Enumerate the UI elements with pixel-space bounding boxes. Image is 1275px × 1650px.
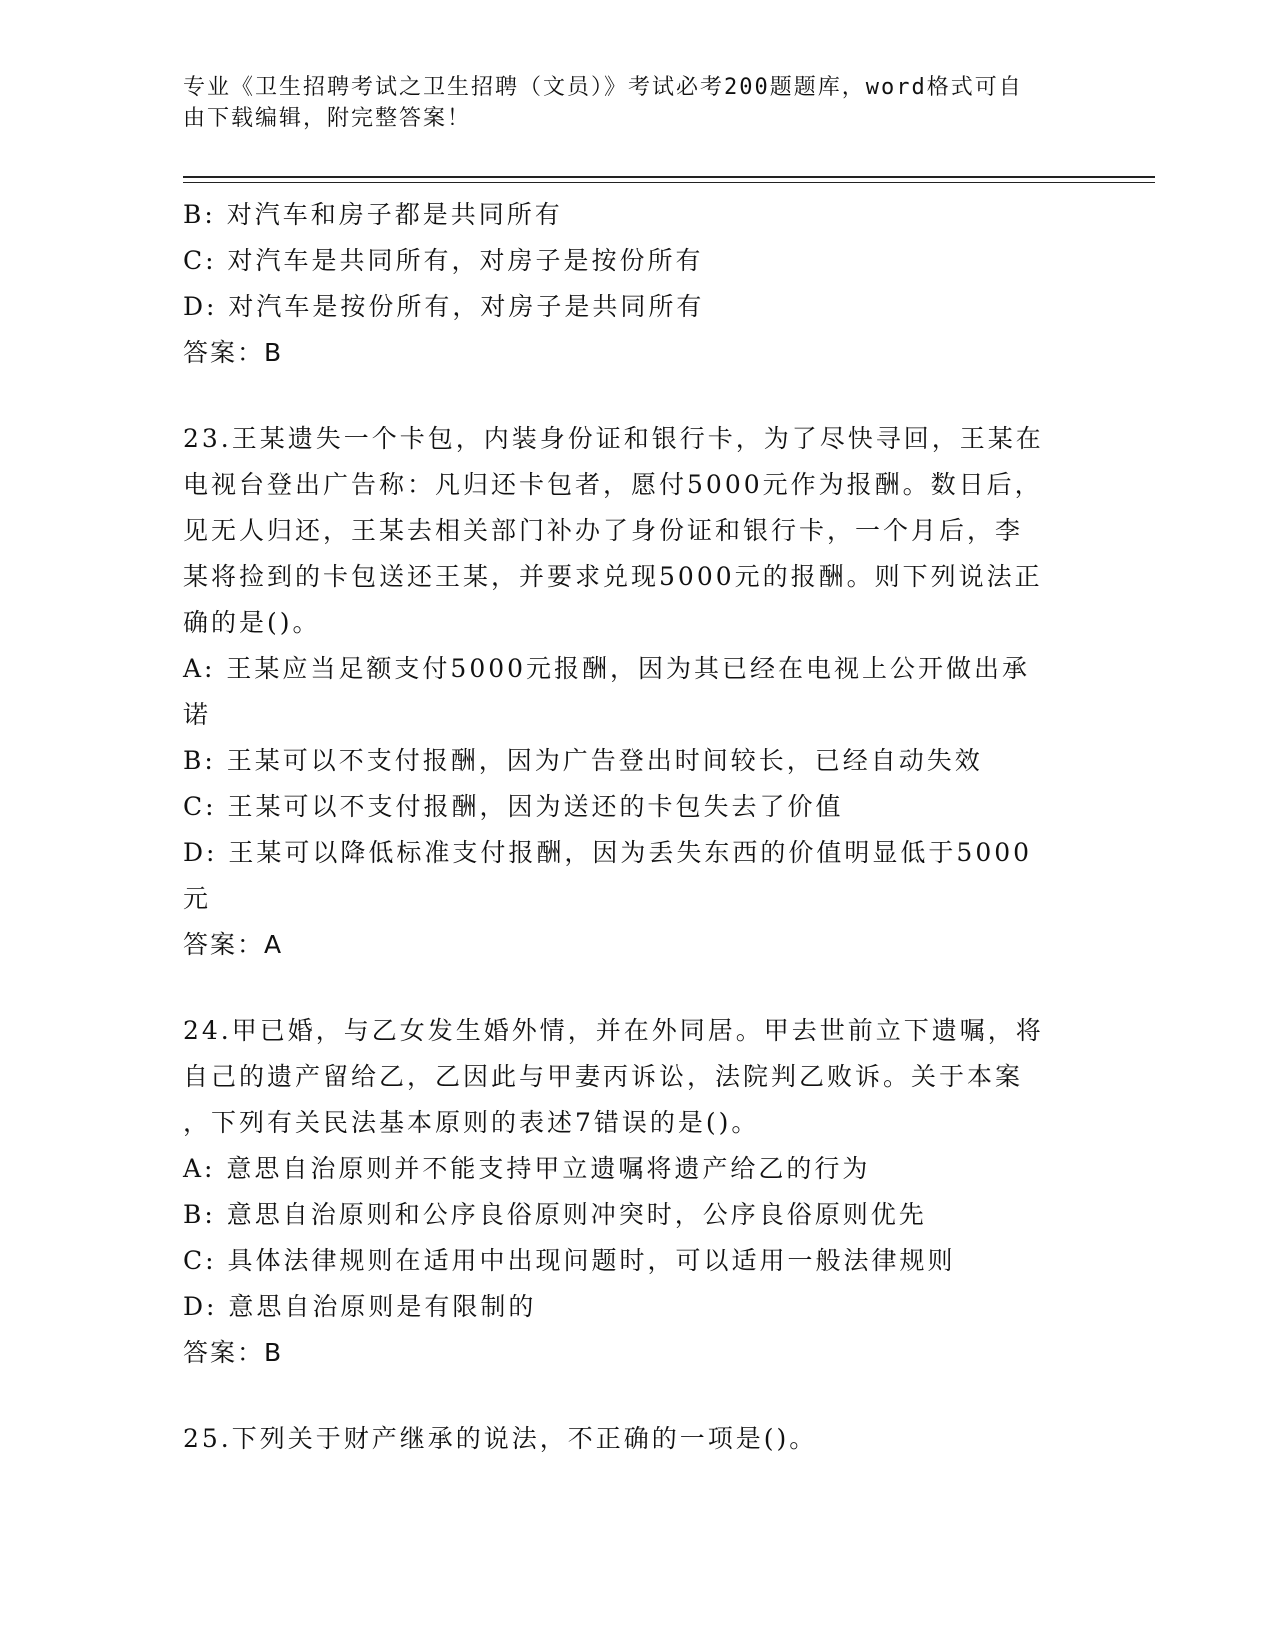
question-24-stem-line: 自己的遗产留给乙，乙因此与甲妻丙诉讼，法院判乙败诉。关于本案 <box>183 1062 1024 1091</box>
spacer <box>183 376 1083 416</box>
question-23-stem-line: 23.王某遗失一个卡包，内装身份证和银行卡，为了尽快寻回，王某在 <box>183 424 1044 453</box>
answer-22: 答案：B <box>183 338 284 367</box>
question-23-stem-line: 电视台登出广告称：凡归还卡包者，愿付5000元作为报酬。数日后， <box>183 470 1043 499</box>
question-23-options <box>183 646 1083 922</box>
option-d: D: 对汽车是按份所有，对房子是共同所有 <box>183 292 705 321</box>
spacer <box>183 1376 1083 1416</box>
question-24-options <box>183 1146 1083 1330</box>
option-c: C: 王某可以不支付报酬，因为送还的卡包失去了价值 <box>183 792 844 821</box>
question-24-stem-line: 24.甲已婚，与乙女发生婚外情，并在外同居。甲去世前立下遗嘱，将 <box>183 1016 1044 1045</box>
option-a: A: 王某应当足额支付5000元报酬，因为其已经在电视上公开做出承 <box>183 654 1031 683</box>
header-line-1: 专业《卫生招聘考试之卫生招聘（文员）》考试必考200题题库，word格式可自 <box>183 75 1023 100</box>
document-body <box>183 192 1083 1462</box>
question-23-stem-line: 确的是()。 <box>183 608 321 637</box>
option-a-continuation: 诺 <box>183 700 212 729</box>
question-22-options <box>183 192 1083 330</box>
header-line-2: 由下载编辑，附完整答案！ <box>183 106 472 131</box>
option-b: B: 对汽车和房子都是共同所有 <box>183 200 563 229</box>
option-a: A: 意思自治原则并不能支持甲立遗嘱将遗产给乙的行为 <box>183 1154 871 1183</box>
question-23 <box>183 416 1083 646</box>
question-25-stem-line: 25.下列关于财产继承的说法，不正确的一项是()。 <box>183 1424 818 1453</box>
question-24-stem-line: ，下列有关民法基本原则的表述7错误的是()。 <box>183 1108 760 1137</box>
option-b: B: 意思自治原则和公序良俗原则冲突时，公序良俗原则优先 <box>183 1200 927 1229</box>
document-header <box>183 72 1063 134</box>
option-c: C: 具体法律规则在适用中出现问题时，可以适用一般法律规则 <box>183 1246 956 1275</box>
question-24 <box>183 1008 1083 1146</box>
answer-23: 答案：A <box>183 930 284 959</box>
option-b: B: 王某可以不支付报酬，因为广告登出时间较长，已经自动失效 <box>183 746 983 775</box>
question-25 <box>183 1416 1083 1462</box>
spacer <box>183 968 1083 1008</box>
option-d-continuation: 元 <box>183 884 212 913</box>
header-divider <box>183 176 1155 183</box>
question-23-stem-line: 某将捡到的卡包送还王某，并要求兑现5000元的报酬。则下列说法正 <box>183 562 1043 591</box>
question-23-stem-line: 见无人归还，王某去相关部门补办了身份证和银行卡，一个月后，李 <box>183 516 1024 545</box>
option-c: C: 对汽车是共同所有，对房子是按份所有 <box>183 246 704 275</box>
answer-24: 答案：B <box>183 1338 284 1367</box>
option-d: D: 王某可以降低标准支付报酬，因为丢失东西的价值明显低于5000 <box>183 838 1033 867</box>
option-d: D: 意思自治原则是有限制的 <box>183 1292 537 1321</box>
